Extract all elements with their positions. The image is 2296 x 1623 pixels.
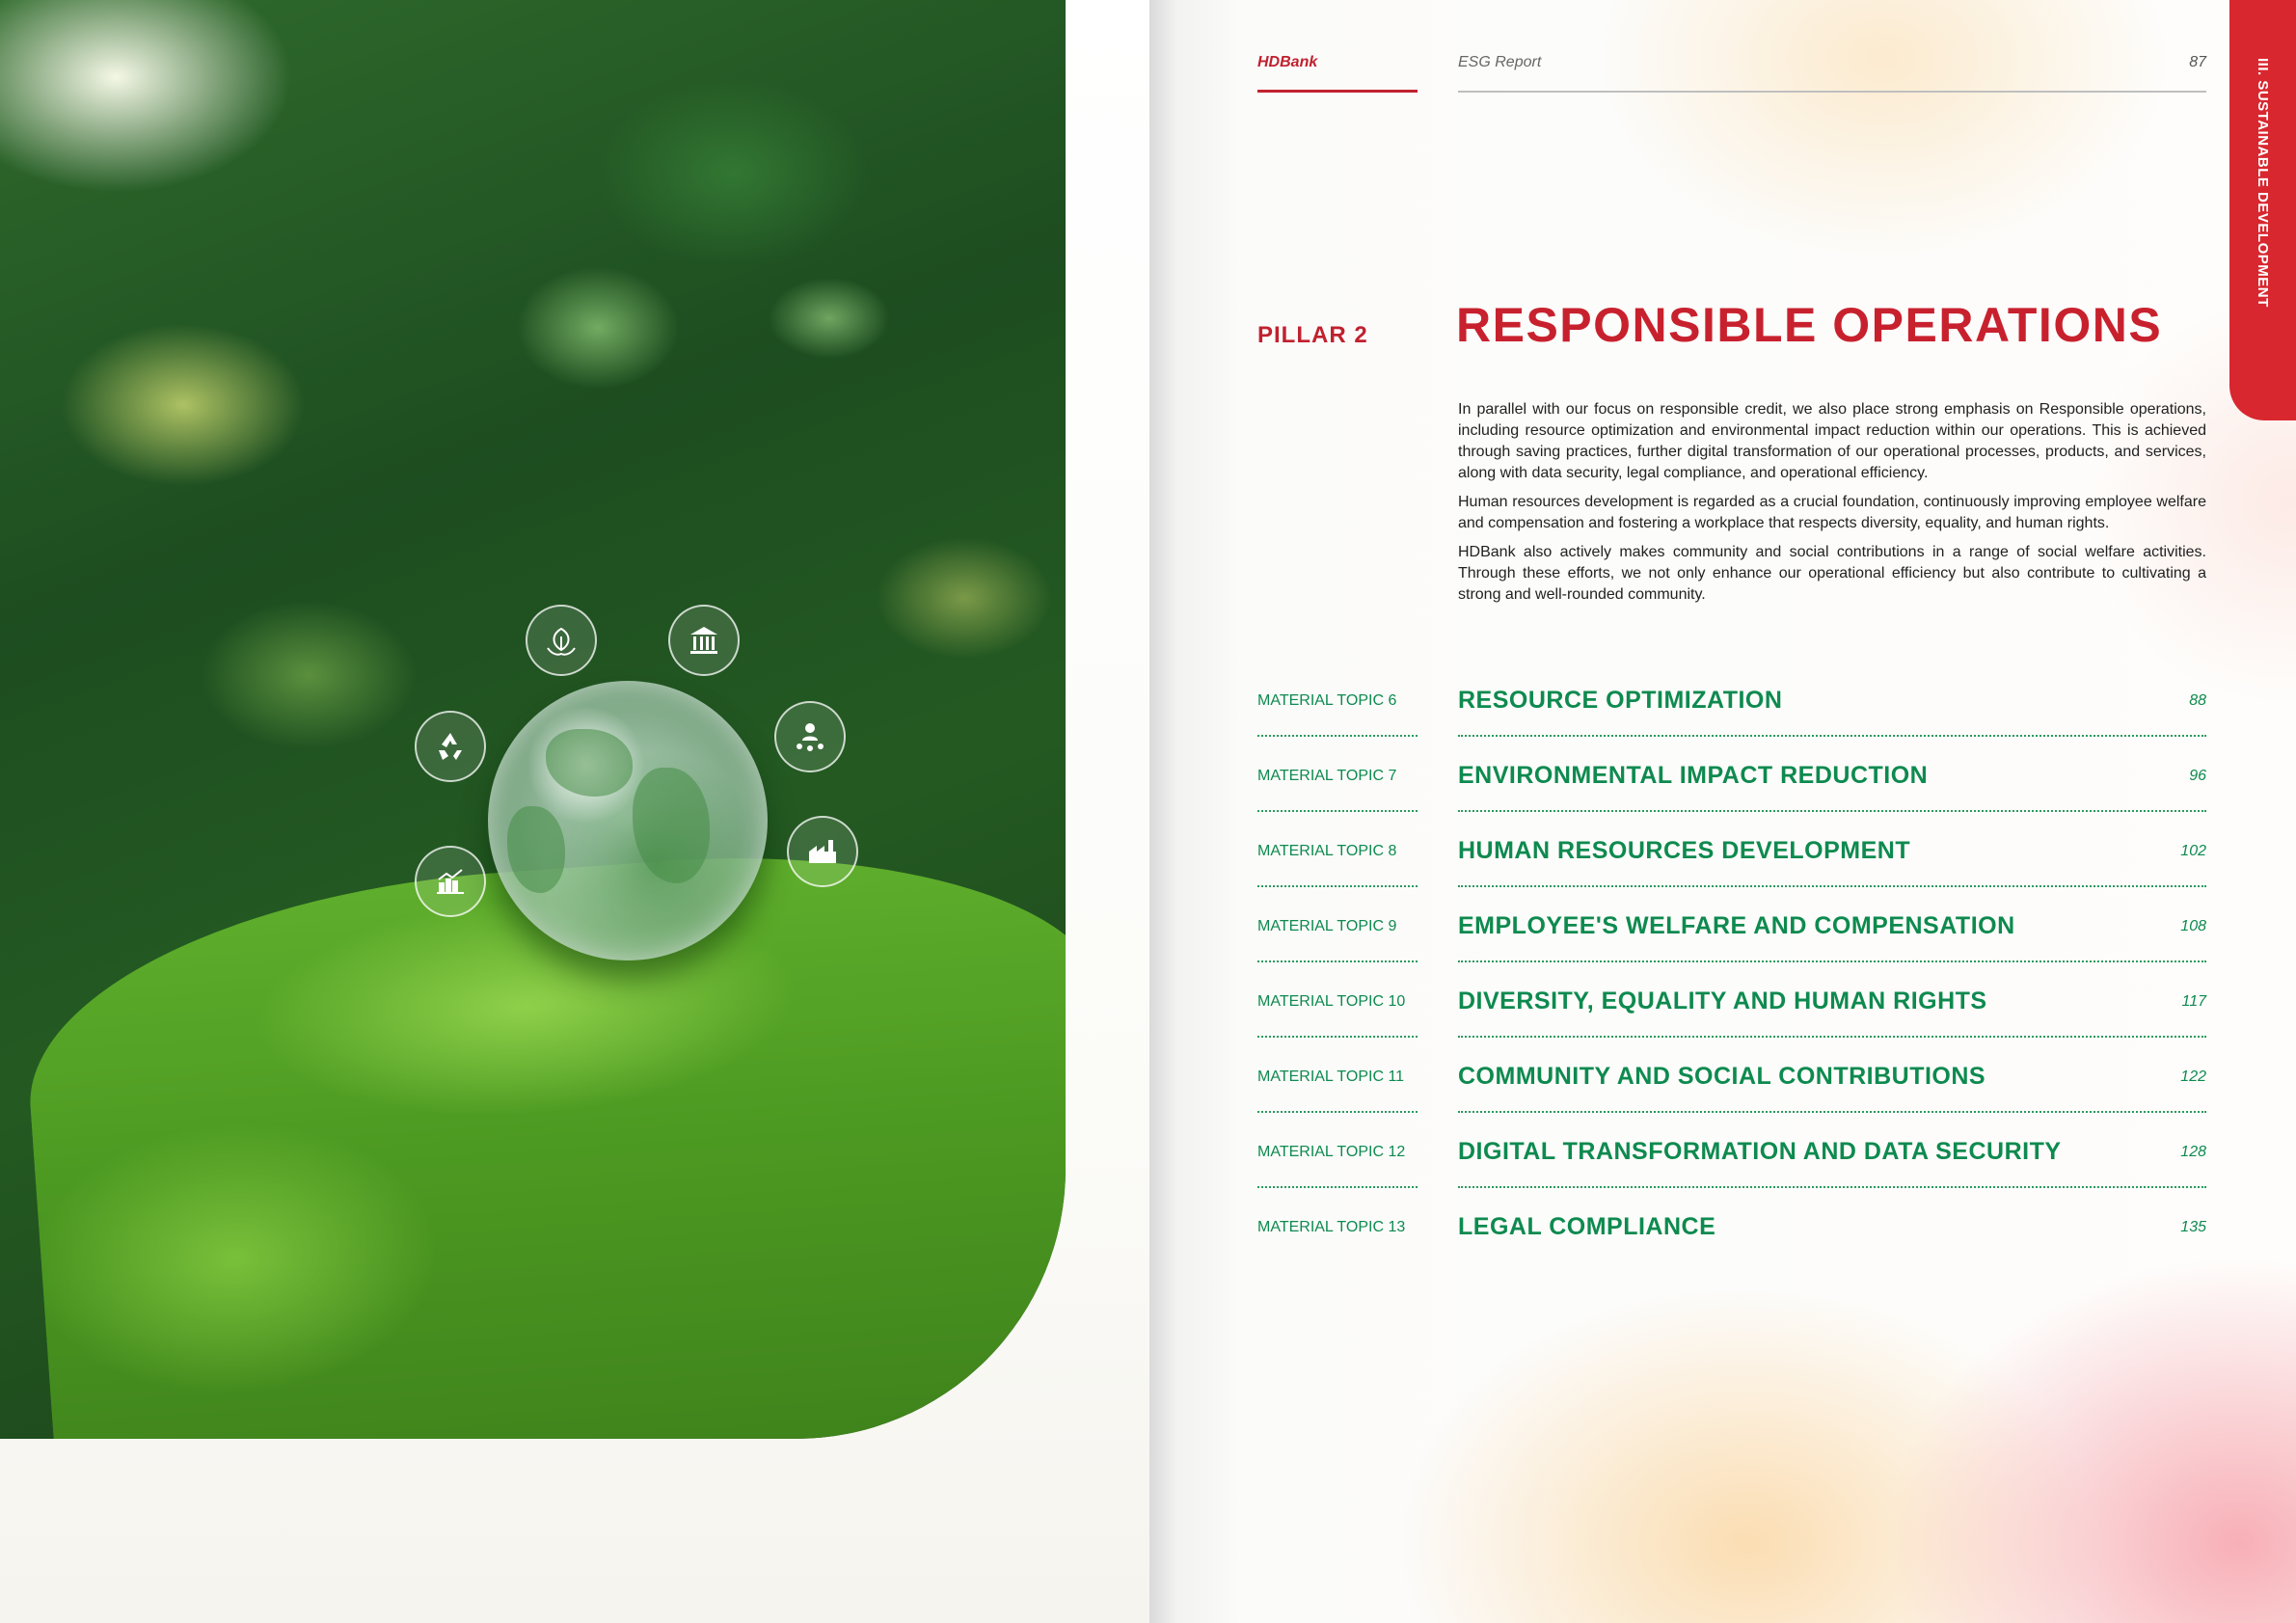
toc-entry[interactable] xyxy=(1257,754,2206,829)
toc-page-number: 108 xyxy=(2180,918,2206,934)
intro-paragraph: HDBank also actively makes community and social contributions in a range of social welfare activities. Through these efforts, we not only enhance our operational efficiency but also contribute to cultivating a strong and well-rounded community. xyxy=(1458,544,2206,603)
toc-page-number: 122 xyxy=(2180,1068,2206,1085)
leaf-hands-icon xyxy=(526,605,597,676)
factory-icon xyxy=(787,816,858,887)
bank-icon xyxy=(668,605,740,676)
section-side-tab xyxy=(2229,0,2296,420)
growth-chart-icon xyxy=(415,846,486,917)
toc-dotted-rule xyxy=(1257,735,1418,737)
toc-topic-label: MATERIAL TOPIC 6 xyxy=(1257,692,1397,709)
toc-topic-title: DIGITAL TRANSFORMATION AND DATA SECURITY xyxy=(1458,1138,2062,1165)
toc-entry[interactable] xyxy=(1257,1055,2206,1130)
header-brand-underline xyxy=(1257,90,1418,93)
spine-shadow xyxy=(1149,0,1176,1623)
recycle-icon xyxy=(415,711,486,782)
toc-page-number: 96 xyxy=(2189,768,2206,784)
header-rule xyxy=(1458,91,2206,93)
toc-topic-label: MATERIAL TOPIC 9 xyxy=(1257,918,1397,934)
toc-entry[interactable] xyxy=(1257,679,2206,754)
toc-dotted-rule xyxy=(1257,1036,1418,1038)
toc-dotted-rule xyxy=(1458,1186,2206,1188)
toc-topic-label: MATERIAL TOPIC 12 xyxy=(1257,1144,1406,1160)
toc-entry[interactable] xyxy=(1257,1130,2206,1205)
toc-entry[interactable] xyxy=(1257,829,2206,905)
toc-entry[interactable] xyxy=(1257,905,2206,980)
toc-dotted-rule xyxy=(1458,1036,2206,1038)
intro-paragraph: In parallel with our focus on responsible credit, we also place strong emphasis on Responsible operations, including resource optimization and environmental impact reduction within our operations. This is achieved through saving practices, further digital transformation of our operational processes, products, and services, along with data security, legal compliance, and operational efficiency. xyxy=(1458,401,2206,481)
toc-dotted-rule xyxy=(1458,735,2206,737)
header-report-title: ESG Report xyxy=(1458,54,1542,70)
page-number: 87 xyxy=(2189,54,2206,70)
right-page xyxy=(1149,0,2296,1623)
toc-topic-label: MATERIAL TOPIC 7 xyxy=(1257,768,1397,784)
toc-topic-label: MATERIAL TOPIC 11 xyxy=(1257,1068,1405,1085)
glass-globe xyxy=(488,681,768,960)
toc-topic-label: MATERIAL TOPIC 10 xyxy=(1257,993,1406,1010)
toc-page-number: 117 xyxy=(2181,993,2206,1010)
toc-topic-label: MATERIAL TOPIC 8 xyxy=(1257,843,1397,859)
people-network-icon xyxy=(774,701,846,772)
toc-dotted-rule xyxy=(1257,810,1418,812)
toc-dotted-rule xyxy=(1257,1186,1418,1188)
toc-topic-title: EMPLOYEE'S WELFARE AND COMPENSATION xyxy=(1458,912,2015,939)
intro-text xyxy=(1458,399,2206,613)
toc-topic-title: DIVERSITY, EQUALITY AND HUMAN RIGHTS xyxy=(1458,987,1987,1014)
intro-paragraph: Human resources development is regarded as a crucial foundation, continuously improving employee welfare and compensation and fostering a workplace that respects diversity, equality, and human rights. xyxy=(1458,494,2206,531)
toc-entry[interactable] xyxy=(1257,980,2206,1055)
toc-topic-title: HUMAN RESOURCES DEVELOPMENT xyxy=(1458,837,1911,864)
toc-dotted-rule xyxy=(1458,810,2206,812)
toc-dotted-rule xyxy=(1458,1111,2206,1113)
toc-dotted-rule xyxy=(1257,960,1418,962)
toc-topic-label: MATERIAL TOPIC 13 xyxy=(1257,1219,1406,1235)
toc-page-number: 88 xyxy=(2189,692,2206,709)
toc-page-number: 128 xyxy=(2180,1144,2206,1160)
toc-dotted-rule xyxy=(1257,1111,1418,1113)
toc-dotted-rule xyxy=(1458,960,2206,962)
toc-topic-title: RESOURCE OPTIMIZATION xyxy=(1458,687,1783,714)
toc-topic-title: LEGAL COMPLIANCE xyxy=(1458,1213,1716,1240)
toc-topic-title: ENVIRONMENTAL IMPACT REDUCTION xyxy=(1458,762,1929,789)
toc-page-number: 135 xyxy=(2180,1219,2206,1235)
pillar-label: PILLAR 2 xyxy=(1257,322,1368,348)
section-side-tab-label: III. SUSTAINABLE DEVELOPMENT xyxy=(2255,58,2271,308)
globe-on-moss-photo xyxy=(0,0,1066,1439)
toc-topic-title: COMMUNITY AND SOCIAL CONTRIBUTIONS xyxy=(1458,1063,1986,1090)
toc-page-number: 102 xyxy=(2180,843,2206,859)
toc-dotted-rule xyxy=(1257,885,1418,887)
toc-dotted-rule xyxy=(1458,885,2206,887)
page-title: RESPONSIBLE OPERATIONS xyxy=(1456,298,2163,352)
toc-entry[interactable] xyxy=(1257,1205,2206,1281)
header-brand: HDBank xyxy=(1257,54,1318,70)
